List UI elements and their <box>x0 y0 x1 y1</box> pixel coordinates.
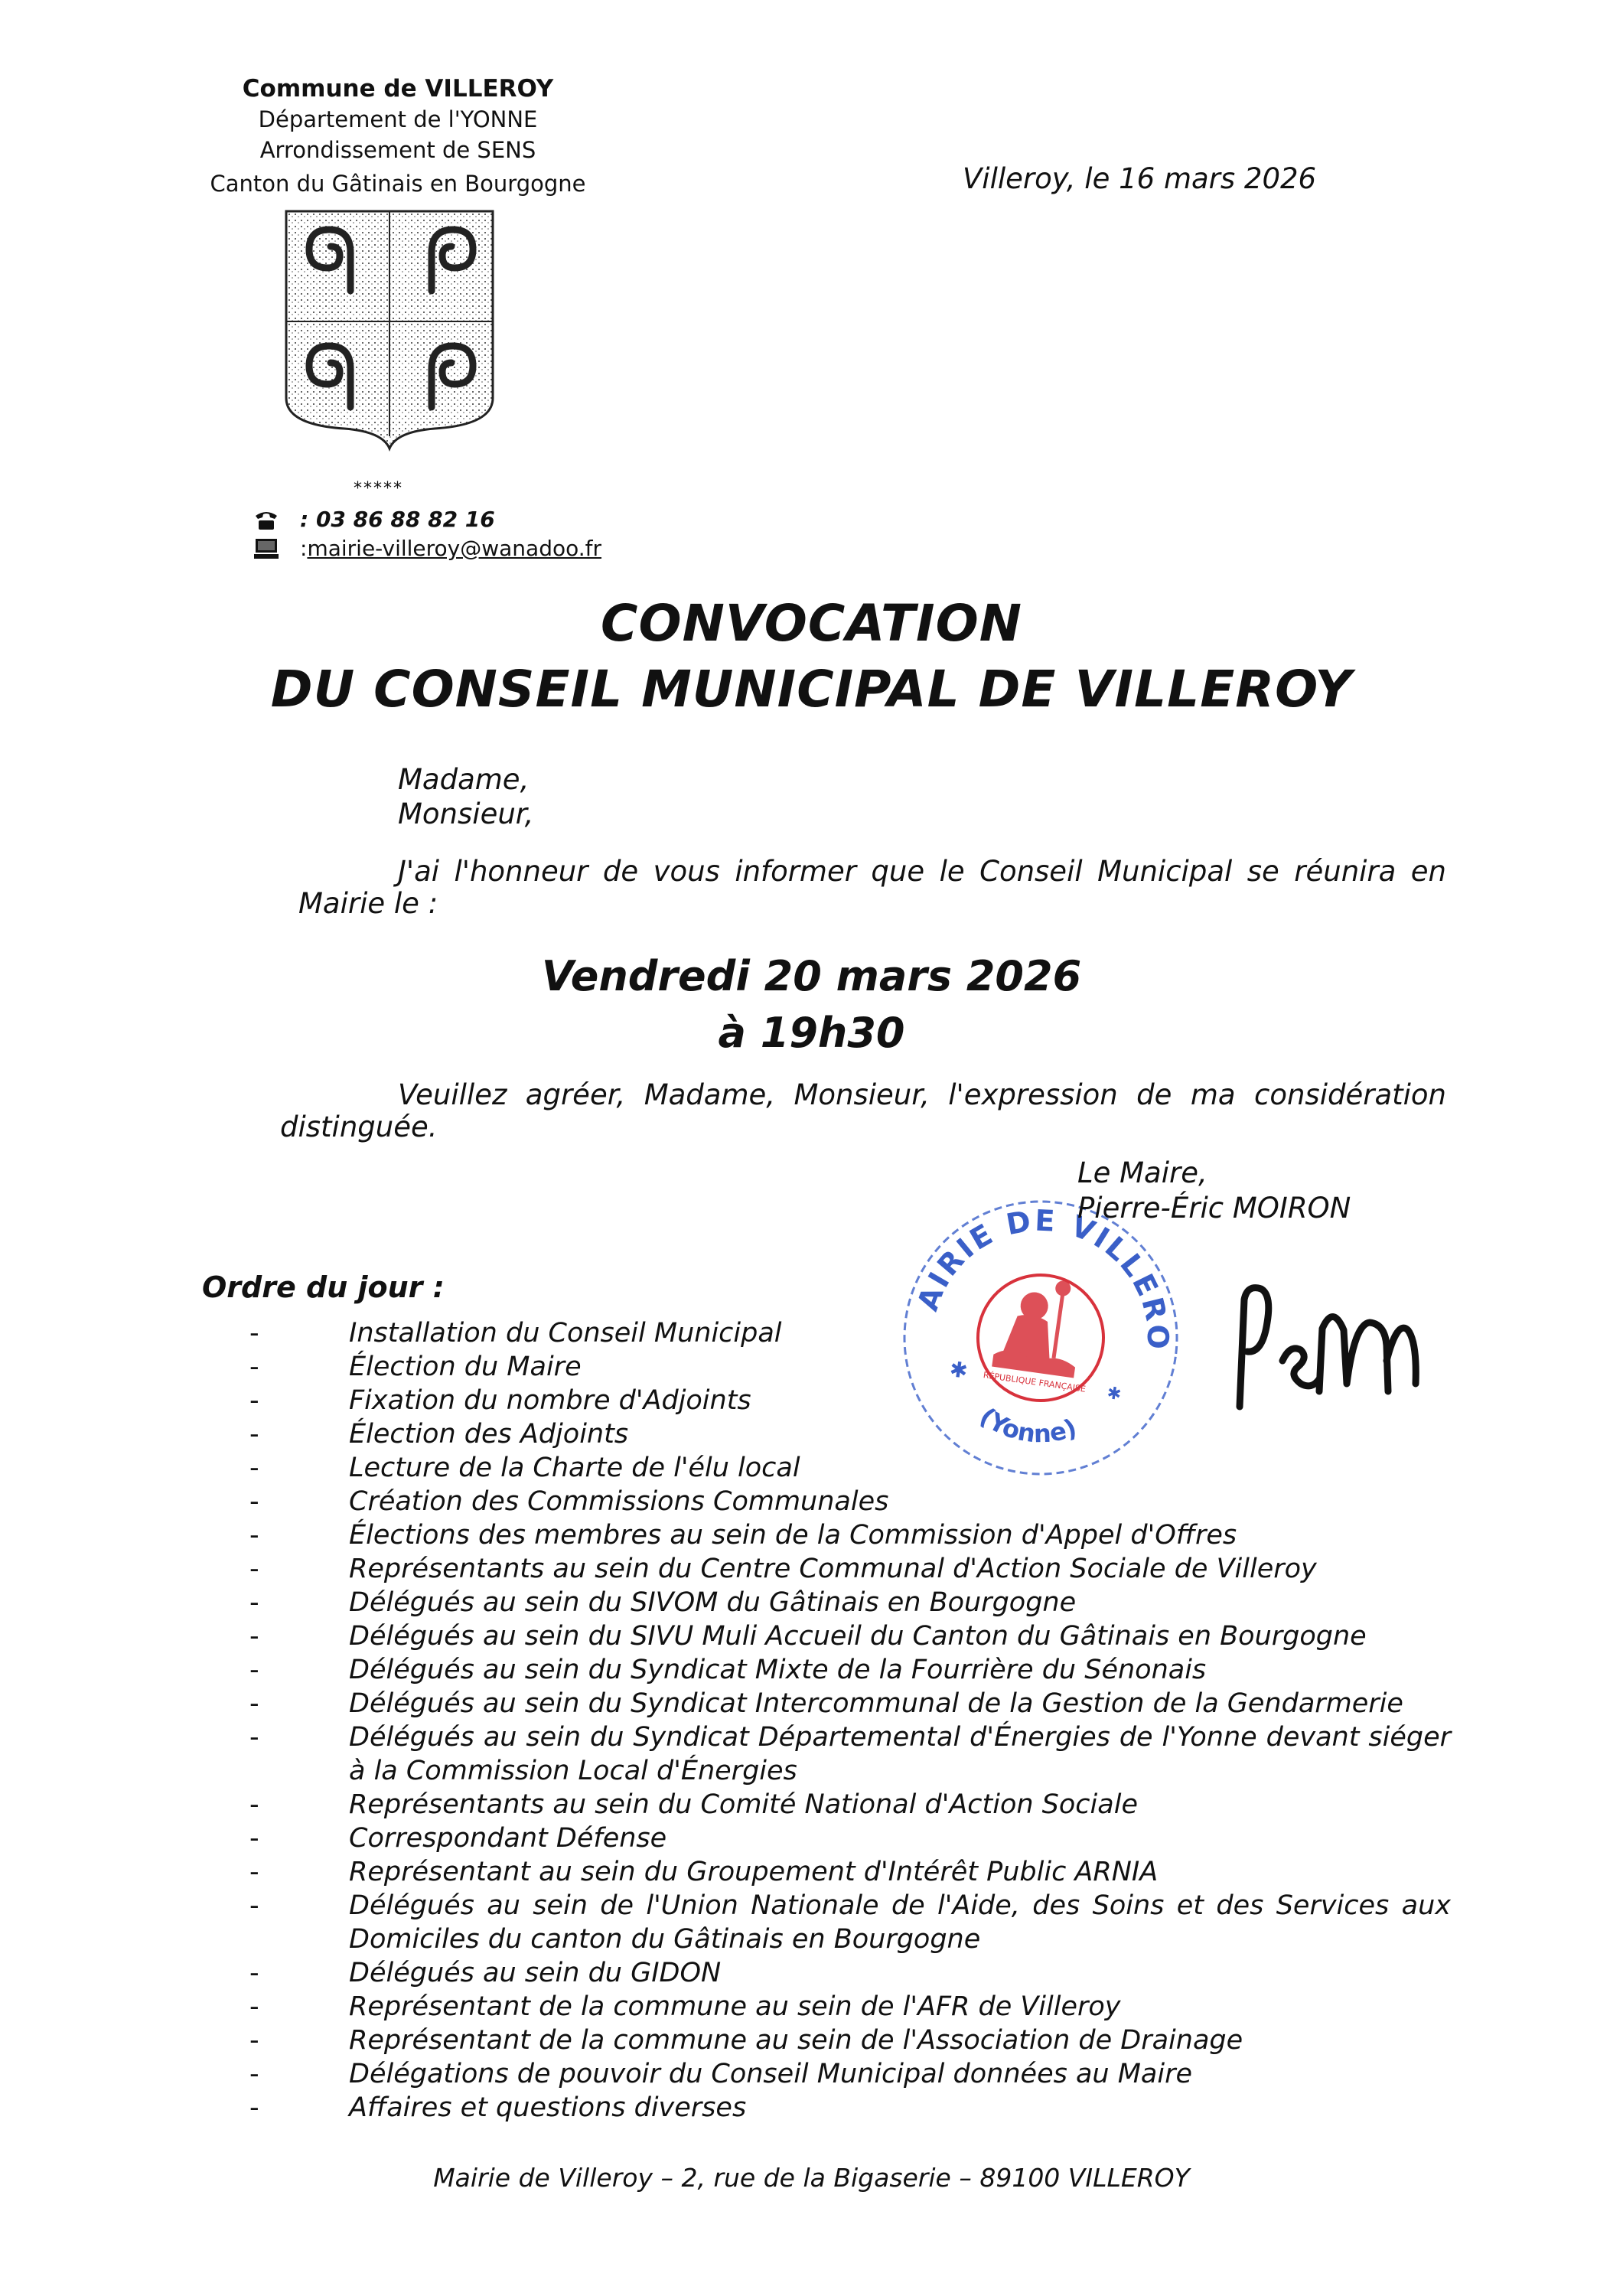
agenda-bullet: - <box>249 1352 259 1382</box>
stamp-star-left-icon: ✱ <box>947 1356 970 1384</box>
agenda-item-text: Installation du Conseil Municipal <box>349 1318 782 1349</box>
salutation-monsieur: Monsieur, <box>398 797 534 830</box>
agenda-item-text: Délégués au sein de l'Union Nationale de l'Aide, des Soins et des Services aux Domiciles du canton du Gâtinais en Bourgogne <box>349 1890 1451 1955</box>
phone-row <box>253 507 495 532</box>
agenda-bullet: - <box>249 2025 259 2056</box>
agenda-item <box>249 1586 1451 1619</box>
agenda-item-text: Délégués au sein du Syndicat Intercommunal de la Gestion de la Gendarmerie <box>349 1688 1403 1719</box>
agenda-item-text: Délégués au sein du SIVOM du Gâtinais en Bourgogne <box>349 1587 1077 1618</box>
agenda-item-text: Représentants au sein du Centre Communal d'Action Sociale de Villeroy <box>349 1554 1317 1584</box>
agenda-item-text: Délégués au sein du SIVU Muli Accueil du Canton du Gâtinais en Bourgogne <box>349 1621 1367 1652</box>
department-line: Département de l'YONNE <box>258 106 538 132</box>
agenda-bullet: - <box>249 1520 259 1551</box>
agenda-item <box>249 1384 1451 1417</box>
stamp-inner-text: RÉPUBLIQUE FRANÇAISE <box>983 1370 1087 1394</box>
agenda-item-text: Création des Commissions Communales <box>349 1486 889 1517</box>
coat-of-arms-icon <box>282 207 497 452</box>
arrondissement-line: Arrondissement de SENS <box>259 137 536 163</box>
agenda-title: Ordre du jour : <box>202 1270 445 1304</box>
email-row <box>253 536 601 561</box>
canton-line: Canton du Gâtinais en Bourgogne <box>210 171 586 197</box>
agenda-item <box>249 1417 1451 1451</box>
agenda-item <box>249 1619 1451 1653</box>
agenda-item <box>249 1720 1451 1788</box>
agenda-bullet: - <box>249 1722 259 1753</box>
signer-name: Pierre-Éric MOIRON <box>1077 1192 1351 1225</box>
agenda-bullet: - <box>249 2092 259 2123</box>
agenda-bullet: - <box>249 1486 259 1517</box>
agenda-bullet: - <box>249 1318 259 1349</box>
computer-icon <box>253 537 280 560</box>
agenda-item <box>249 1687 1451 1720</box>
agenda-bullet: - <box>249 1655 259 1685</box>
stamp-bottom-text: (Yonne) <box>974 1401 1080 1449</box>
agenda-item-text: Élections des membres au sein de la Commission d'Appel d'Offres <box>349 1520 1237 1551</box>
agenda-list <box>249 1316 1451 2125</box>
agenda-item-text: Délégués au sein du GIDON <box>349 1958 722 1988</box>
agenda-item <box>249 1821 1451 1855</box>
separator-stars: ***** <box>354 479 403 498</box>
page-title-line2: DU CONSEIL MUNICIPAL DE VILLEROY <box>270 660 1353 719</box>
agenda-item <box>249 1316 1451 1350</box>
agenda-item <box>249 1990 1451 2024</box>
agenda-bullet: - <box>249 1587 259 1618</box>
agenda-bullet: - <box>249 1419 259 1450</box>
agenda-item <box>249 1518 1451 1552</box>
closing-paragraph <box>280 1079 1446 1143</box>
agenda-bullet: - <box>249 1823 259 1854</box>
agenda-item <box>249 1451 1451 1485</box>
intro-paragraph <box>298 856 1446 920</box>
agenda-item <box>249 1956 1451 1990</box>
agenda-item-text: Lecture de la Charte de l'élu local <box>349 1453 800 1483</box>
agenda-bullet: - <box>249 1554 259 1584</box>
agenda-item-text: Affaires et questions diverses <box>349 2092 747 2123</box>
agenda-item <box>249 1788 1451 1821</box>
intro-line2: Mairie le : <box>298 887 438 920</box>
agenda-item-text: Délégués au sein du Syndicat Mixte de la Fourrière du Sénonais <box>349 1655 1207 1685</box>
agenda-bullet: - <box>249 1890 259 1921</box>
agenda-bullet: - <box>249 1857 259 1887</box>
telephone-icon <box>253 508 280 531</box>
agenda-item <box>249 2057 1451 2091</box>
email-prefix: : <box>300 536 308 561</box>
agenda-bullet: - <box>249 1688 259 1719</box>
agenda-item-text: Correspondant Défense <box>349 1823 667 1854</box>
closing-line2: distinguée. <box>280 1110 438 1143</box>
agenda-bullet: - <box>249 2059 259 2089</box>
agenda-bullet: - <box>249 1621 259 1652</box>
commune-name: Commune de VILLEROY <box>242 75 554 103</box>
agenda-item-text: Représentant de la commune au sein de l'AFR de Villeroy <box>349 1991 1121 2022</box>
agenda-item <box>249 2024 1451 2057</box>
page-title-line1: CONVOCATION <box>601 594 1022 653</box>
agenda-item-text: Représentant au sein du Groupement d'Intérêt Public ARNIA <box>349 1857 1159 1887</box>
agenda-bullet: - <box>249 1385 259 1416</box>
agenda-bullet: - <box>249 1958 259 1988</box>
email-link[interactable]: mairie-villeroy@wanadoo.fr <box>307 536 602 561</box>
agenda-item-text: Délégations de pouvoir du Conseil Municipal données au Maire <box>349 2059 1193 2089</box>
signer-title: Le Maire, <box>1077 1156 1207 1189</box>
agenda-bullet: - <box>249 1991 259 2022</box>
footer-address: Mairie de Villeroy – 2, rue de la Bigaserie – 89100 VILLEROY <box>433 2163 1190 2193</box>
agenda-item-text: Fixation du nombre d'Adjoints <box>349 1385 751 1416</box>
meeting-date: Vendredi 20 mars 2026 <box>541 952 1082 1000</box>
stamp-star-right-icon: ✱ <box>1106 1383 1123 1405</box>
closing-line1: Veuillez agréer, Madame, Monsieur, l'expression de ma considération <box>398 1078 1446 1111</box>
stamp-top-text: MAIRIE DE VILLEROY <box>911 1203 1175 1351</box>
agenda-item <box>249 1552 1451 1586</box>
agenda-item-text: Représentants au sein du Comité National d'Action Sociale <box>349 1789 1138 1820</box>
agenda-item <box>249 1889 1451 1956</box>
salutation-madame: Madame, <box>398 763 530 796</box>
agenda-item <box>249 1855 1451 1889</box>
agenda-item-text: Élection des Adjoints <box>349 1419 629 1450</box>
agenda-item-text: Délégués au sein du Syndicat Départemental d'Énergies de l'Yonne devant siéger à la Commission Local d'Énergies <box>349 1722 1451 1786</box>
agenda-bullet: - <box>249 1789 259 1820</box>
agenda-item <box>249 1653 1451 1687</box>
intro-line1: J'ai l'honneur de vous informer que le Conseil Municipal se réunira en <box>398 855 1446 888</box>
letter-date: Villeroy, le 16 mars 2026 <box>963 162 1317 195</box>
agenda-item <box>249 2091 1451 2125</box>
phone-number: : 03 86 88 82 16 <box>300 507 495 532</box>
agenda-item-text: Élection du Maire <box>349 1352 582 1382</box>
agenda-item-text: Représentant de la commune au sein de l'Association de Drainage <box>349 2025 1243 2056</box>
agenda-item <box>249 1350 1451 1384</box>
meeting-time: à 19h30 <box>718 1009 905 1057</box>
agenda-item <box>249 1485 1451 1518</box>
agenda-bullet: - <box>249 1453 259 1483</box>
